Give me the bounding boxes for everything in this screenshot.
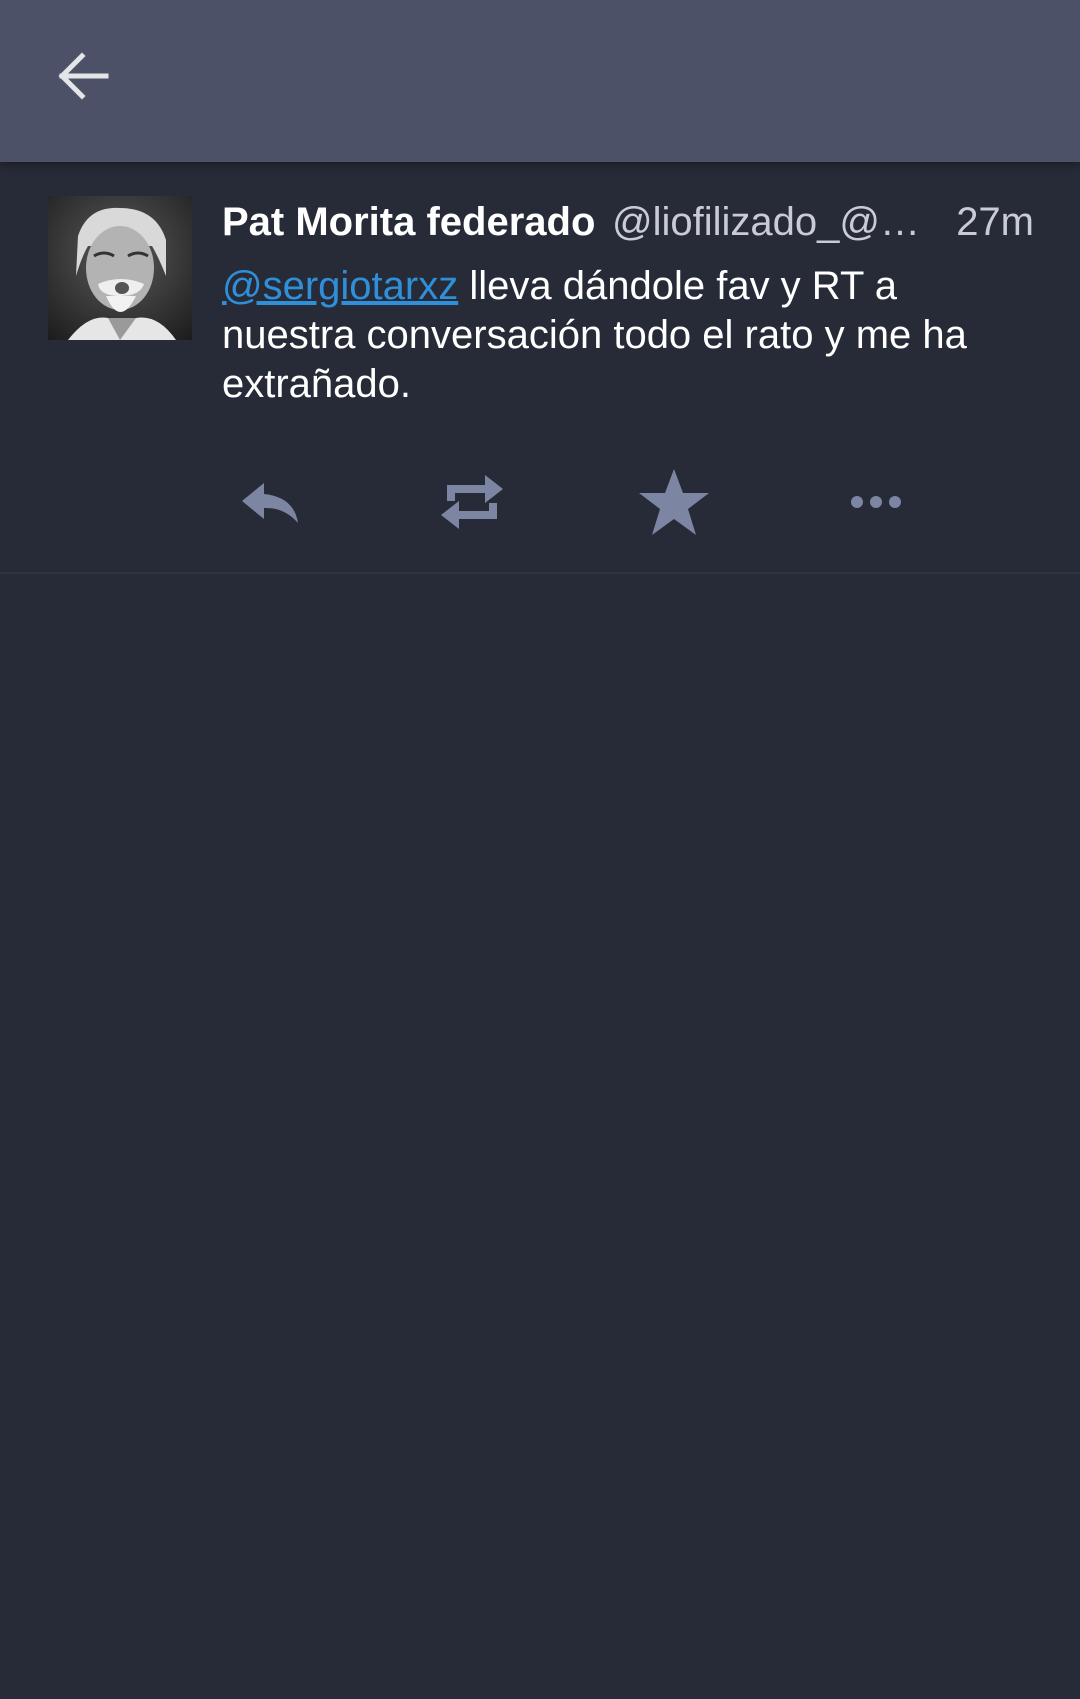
more-horizontal-icon bbox=[850, 494, 902, 510]
reply-button[interactable] bbox=[220, 452, 320, 552]
account-handle[interactable]: @liofilizado_@h… bbox=[612, 200, 942, 244]
more-button[interactable] bbox=[826, 452, 926, 552]
boost-button[interactable] bbox=[422, 452, 522, 552]
status-body: lleva dándole fav y RT a nuestra conversación todo el rato y me ha extrañado. bbox=[222, 264, 967, 406]
star-icon bbox=[638, 467, 710, 537]
back-button[interactable] bbox=[44, 36, 124, 116]
arrow-back-icon bbox=[56, 48, 112, 104]
avatar[interactable] bbox=[48, 196, 192, 340]
repeat-icon bbox=[439, 467, 505, 537]
reply-icon bbox=[240, 477, 300, 527]
display-name[interactable]: Pat Morita federado bbox=[222, 200, 596, 244]
favourite-button[interactable] bbox=[624, 452, 724, 552]
timestamp: 27m bbox=[956, 200, 1034, 244]
status-actions bbox=[0, 452, 1080, 572]
status-item[interactable] bbox=[0, 162, 1080, 574]
status-content bbox=[222, 262, 1034, 409]
mention-link[interactable]: @sergiotarxz bbox=[222, 264, 459, 308]
app-toolbar bbox=[0, 0, 1080, 162]
user-avatar bbox=[48, 196, 192, 340]
status-header bbox=[222, 192, 1034, 252]
